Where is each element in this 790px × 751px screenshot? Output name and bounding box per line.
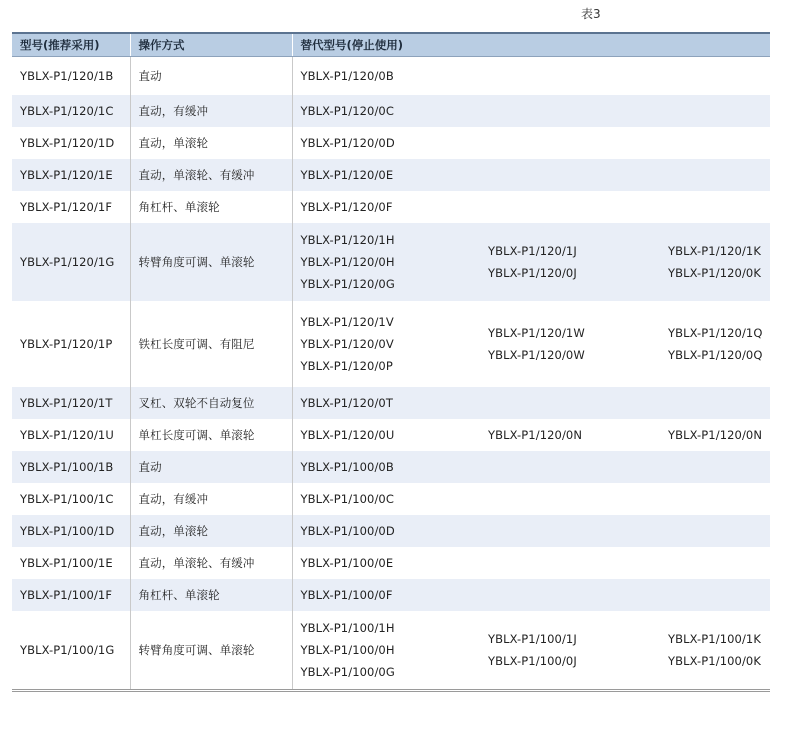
replacement-model: YBLX-P1/100/0H — [300, 643, 395, 657]
cell-replacement-2 — [480, 611, 660, 691]
cell-replacement-1 — [292, 223, 480, 301]
cell-operation: 直动，单滚轮 — [130, 127, 292, 159]
replacement-model: YBLX-P1/120/1W — [488, 326, 585, 340]
table-body — [12, 57, 770, 691]
table-row — [12, 611, 770, 691]
replacement-model: YBLX-P1/100/0K — [668, 654, 761, 668]
replacement-model: YBLX-P1/100/0J — [488, 654, 577, 668]
cell-replacement-2 — [480, 127, 660, 159]
replacement-model: YBLX-P1/120/0N — [668, 428, 763, 442]
cell-replacement-3 — [660, 419, 770, 451]
cell-replacement-3 — [660, 57, 770, 96]
table-row — [12, 191, 770, 223]
cell-operation: 直动 — [130, 57, 292, 96]
replacement-model: YBLX-P1/120/0E — [300, 168, 394, 182]
cell-operation: 直动 — [130, 451, 292, 483]
cell-replacement-3 — [660, 191, 770, 223]
table-row — [12, 387, 770, 419]
cell-replacement-1 — [292, 301, 480, 387]
cell-operation: 直动，单滚轮、有缓冲 — [130, 547, 292, 579]
table-row — [12, 223, 770, 301]
replacement-model: YBLX-P1/120/1J — [488, 244, 577, 258]
cell-model: YBLX-P1/100/1F — [12, 579, 130, 611]
table-row — [12, 515, 770, 547]
cell-replacement-2 — [480, 547, 660, 579]
cell-operation: 铁杠长度可调、有阻尼 — [130, 301, 292, 387]
cell-replacement-1 — [292, 159, 480, 191]
table-row — [12, 95, 770, 127]
cell-replacement-2 — [480, 159, 660, 191]
replacement-model: YBLX-P1/100/0G — [300, 665, 395, 679]
cell-replacement-3 — [660, 301, 770, 387]
header-replacement: 替代型号(停止使用) — [292, 33, 770, 57]
replacement-model: YBLX-P1/120/0H — [300, 255, 395, 269]
table-row — [12, 451, 770, 483]
cell-model: YBLX-P1/120/1E — [12, 159, 130, 191]
replacement-model: YBLX-P1/100/0C — [300, 492, 394, 506]
cell-model: YBLX-P1/120/1F — [20, 200, 113, 214]
cell-model: YBLX-P1/100/1G — [12, 611, 130, 691]
replacement-model: YBLX-P1/120/0J — [488, 266, 577, 280]
replacement-model: YBLX-P1/100/1K — [668, 632, 761, 646]
cell-replacement-2 — [480, 483, 660, 515]
cell-replacement-3 — [660, 515, 770, 547]
cell-replacement-3 — [660, 611, 770, 691]
cell-operation: 单杠长度可调、单滚轮 — [130, 419, 292, 451]
cell-operation: 转臂角度可调、单滚轮 — [130, 611, 292, 691]
replacement-model: YBLX-P1/120/1V — [300, 315, 394, 329]
cell-model: YBLX-P1/120/1P — [20, 337, 113, 351]
header-operation: 操作方式 — [130, 33, 292, 57]
cell-replacement-1 — [292, 127, 480, 159]
replacement-model: YBLX-P1/100/1H — [300, 621, 395, 635]
cell-replacement-2 — [480, 191, 660, 223]
cell-replacement-3 — [660, 579, 770, 611]
cell-operation: 直动，单滚轮 — [130, 515, 292, 547]
replacement-model: YBLX-P1/120/1H — [300, 233, 395, 247]
cell-replacement-1 — [292, 483, 480, 515]
cell-replacement-3 — [660, 547, 770, 579]
cell-replacement-2 — [480, 301, 660, 387]
replacement-model: YBLX-P1/120/0K — [668, 266, 761, 280]
table-header — [12, 33, 770, 57]
table-row — [12, 127, 770, 159]
cell-replacement-2 — [480, 419, 660, 451]
cell-replacement-1 — [292, 95, 480, 127]
cell-operation: 角杠杆、单滚轮 — [130, 191, 292, 223]
cell-model: YBLX-P1/120/1U — [20, 428, 114, 442]
cell-operation: 直动，有缓冲 — [130, 483, 292, 515]
replacement-model: YBLX-P1/100/0B — [300, 460, 394, 474]
cell-replacement-3 — [660, 483, 770, 515]
cell-model: YBLX-P1/120/1D — [20, 136, 115, 150]
replacement-model: YBLX-P1/120/0D — [300, 136, 395, 150]
cell-replacement-2 — [480, 451, 660, 483]
cell-replacement-2 — [480, 223, 660, 301]
cell-replacement-3 — [660, 95, 770, 127]
replacement-model: YBLX-P1/100/0F — [300, 588, 393, 602]
cell-replacement-3 — [660, 387, 770, 419]
cell-operation: 角杠杆、单滚轮 — [130, 579, 292, 611]
cell-model: YBLX-P1/100/1C — [20, 492, 114, 506]
table-row — [12, 57, 770, 96]
replacement-model: YBLX-P1/120/0G — [300, 277, 395, 291]
cell-replacement-1 — [292, 451, 480, 483]
cell-replacement-3 — [660, 127, 770, 159]
replacement-model: YBLX-P1/100/0E — [300, 556, 394, 570]
replacement-model: YBLX-P1/120/0F — [300, 200, 393, 214]
cell-operation: 直动，有缓冲 — [130, 95, 292, 127]
table-row — [12, 159, 770, 191]
cell-model: YBLX-P1/120/1C — [12, 95, 130, 127]
replacement-model: YBLX-P1/120/0V — [300, 337, 394, 351]
table-row — [12, 579, 770, 611]
cell-replacement-2 — [480, 387, 660, 419]
replacement-model: YBLX-P1/120/0U — [300, 428, 395, 442]
cell-replacement-2 — [480, 95, 660, 127]
cell-replacement-1 — [292, 579, 480, 611]
table-row — [12, 419, 770, 451]
cell-replacement-3 — [660, 223, 770, 301]
cell-operation: 直动，单滚轮、有缓冲 — [130, 159, 292, 191]
replacement-model: YBLX-P1/120/0T — [300, 396, 393, 410]
replacement-model: YBLX-P1/100/1J — [488, 632, 577, 646]
cell-replacement-2 — [480, 579, 660, 611]
cell-replacement-1 — [292, 191, 480, 223]
cell-replacement-1 — [292, 57, 480, 96]
cell-replacement-2 — [480, 515, 660, 547]
header-row — [12, 33, 770, 57]
cell-model: YBLX-P1/100/1D — [12, 515, 130, 547]
replacement-table — [12, 32, 770, 692]
replacement-model: YBLX-P1/120/0N — [488, 428, 583, 442]
replacement-model: YBLX-P1/120/0P — [300, 359, 393, 373]
cell-operation: 叉杠、双轮不自动复位 — [130, 387, 292, 419]
cell-replacement-1 — [292, 611, 480, 691]
cell-replacement-2 — [480, 57, 660, 96]
cell-replacement-1 — [292, 515, 480, 547]
replacement-model: YBLX-P1/100/0D — [300, 524, 395, 538]
table-row — [12, 301, 770, 387]
replacement-model: YBLX-P1/120/1K — [668, 244, 761, 258]
cell-operation: 转臂角度可调、单滚轮 — [130, 223, 292, 301]
cell-model: YBLX-P1/120/1B — [20, 69, 114, 83]
cell-replacement-1 — [292, 419, 480, 451]
table-caption: 表3 — [581, 7, 601, 21]
replacement-model: YBLX-P1/120/0Q — [668, 348, 763, 362]
cell-replacement-3 — [660, 451, 770, 483]
cell-replacement-1 — [292, 547, 480, 579]
cell-replacement-3 — [660, 159, 770, 191]
cell-replacement-1 — [292, 387, 480, 419]
cell-model: YBLX-P1/100/1B — [12, 451, 130, 483]
table-row — [12, 483, 770, 515]
replacement-model: YBLX-P1/120/1Q — [668, 326, 763, 340]
replacement-model: YBLX-P1/120/0C — [300, 104, 394, 118]
replacement-model: YBLX-P1/120/0B — [300, 69, 394, 83]
table-row — [12, 547, 770, 579]
replacement-model: YBLX-P1/120/0W — [488, 348, 585, 362]
cell-model: YBLX-P1/100/1E — [20, 556, 113, 570]
cell-model: YBLX-P1/120/1T — [12, 387, 130, 419]
cell-model: YBLX-P1/120/1G — [12, 223, 130, 301]
header-model: 型号(推荐采用) — [12, 33, 130, 57]
